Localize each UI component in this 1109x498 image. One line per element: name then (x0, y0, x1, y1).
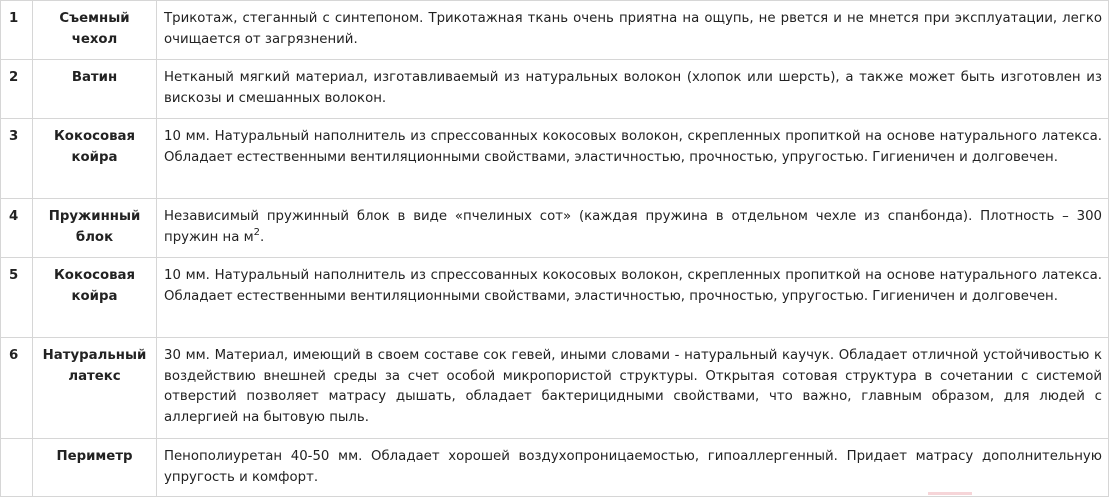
layer-name (33, 338, 157, 439)
layer-name-line1: Съемный (59, 11, 130, 26)
layer-name-line1: Ватин (71, 70, 118, 85)
layer-name-line1: Пружинный (48, 209, 141, 224)
layer-number: 4 (1, 199, 33, 258)
layer-number: 2 (1, 60, 33, 119)
layer-name (33, 258, 157, 338)
table-row (1, 439, 1109, 497)
table-row (1, 119, 1109, 199)
layer-name-line1: Кокосовая (53, 129, 136, 144)
layer-number: 1 (1, 1, 33, 60)
layer-name (33, 60, 157, 119)
layer-description: 30 мм. Материал, имеющий в своем составе сок гевей, иными словами - натуральный каучук. Обладает отличной устойчивостью к воздействию внешней среды за счет особой микропористой структуры. Открытая сотовая структура в сочетании с системой отверстий позволяет матрасу дышать, обладает бактерицидными свойствами, что важно, главным образом, для людей с аллергией на бытовую пыль. (157, 338, 1109, 439)
layer-description-tail: . (260, 229, 265, 245)
layer-name-line2: чехол (71, 31, 118, 47)
layer-description (157, 199, 1109, 258)
layer-number: 3 (1, 119, 33, 199)
layer-name (33, 439, 157, 497)
layer-name-line1: Кокосовая (53, 268, 136, 283)
layer-name-line2: блок (75, 229, 114, 245)
layer-description: Трикотаж, стеганный с синтепоном. Трикотажная ткань очень приятна на ощупь, не рвется и не мнется при эксплуатации, легко очищается от загрязнений. (157, 1, 1109, 60)
layer-description: 10 мм. Натуральный наполнитель из спрессованных кокосовых волокон, скрепленных пропиткой на основе натурального латекса. Обладает естественными вентиляционными свойствами, эластичностью, прочностью, упругостью. Гигиеничен и долговечен. (157, 119, 1109, 199)
table-row (1, 258, 1109, 338)
layer-name-line1: Натуральный (42, 348, 147, 363)
layer-description: Пенополиуретан 40-50 мм. Обладает хорошей воздухопроницаемостью, гипоаллергенный. Придает матрасу дополнительную упругость и комфорт. (157, 439, 1109, 497)
layer-name (33, 199, 157, 258)
layer-name-line2: койра (71, 149, 118, 165)
layer-description: 10 мм. Натуральный наполнитель из спрессованных кокосовых волокон, скрепленных пропиткой на основе натурального латекса. Обладает естественными вентиляционными свойствами, эластичностью, прочностью, упругостью. Гигиеничен и долговечен. (157, 258, 1109, 338)
table-row (1, 60, 1109, 119)
layer-number (1, 439, 33, 497)
layer-name (33, 119, 157, 199)
table-row (1, 1, 1109, 60)
layer-name-line2: койра (71, 288, 118, 304)
table-row (1, 199, 1109, 258)
superscript-two: 2 (253, 226, 261, 238)
layer-name-line2: латекс (68, 368, 121, 384)
layer-name-line1: Периметр (56, 449, 133, 464)
layer-name (33, 1, 157, 60)
layer-number: 6 (1, 338, 33, 439)
layer-description-text: Независимый пружинный блок в виде «пчелиных сот» (каждая пружина в отдельном чехле из спанбонда). Плотность – 300 пружин на м (164, 209, 1102, 245)
table-row (1, 338, 1109, 439)
watermark-strip (928, 492, 972, 495)
layer-number: 5 (1, 258, 33, 338)
layer-description: Нетканый мягкий материал, изготавливаемый из натуральных волокон (хлопок или шерсть), а также может быть изготовлен из вискозы и смешанных волокон. (157, 60, 1109, 119)
